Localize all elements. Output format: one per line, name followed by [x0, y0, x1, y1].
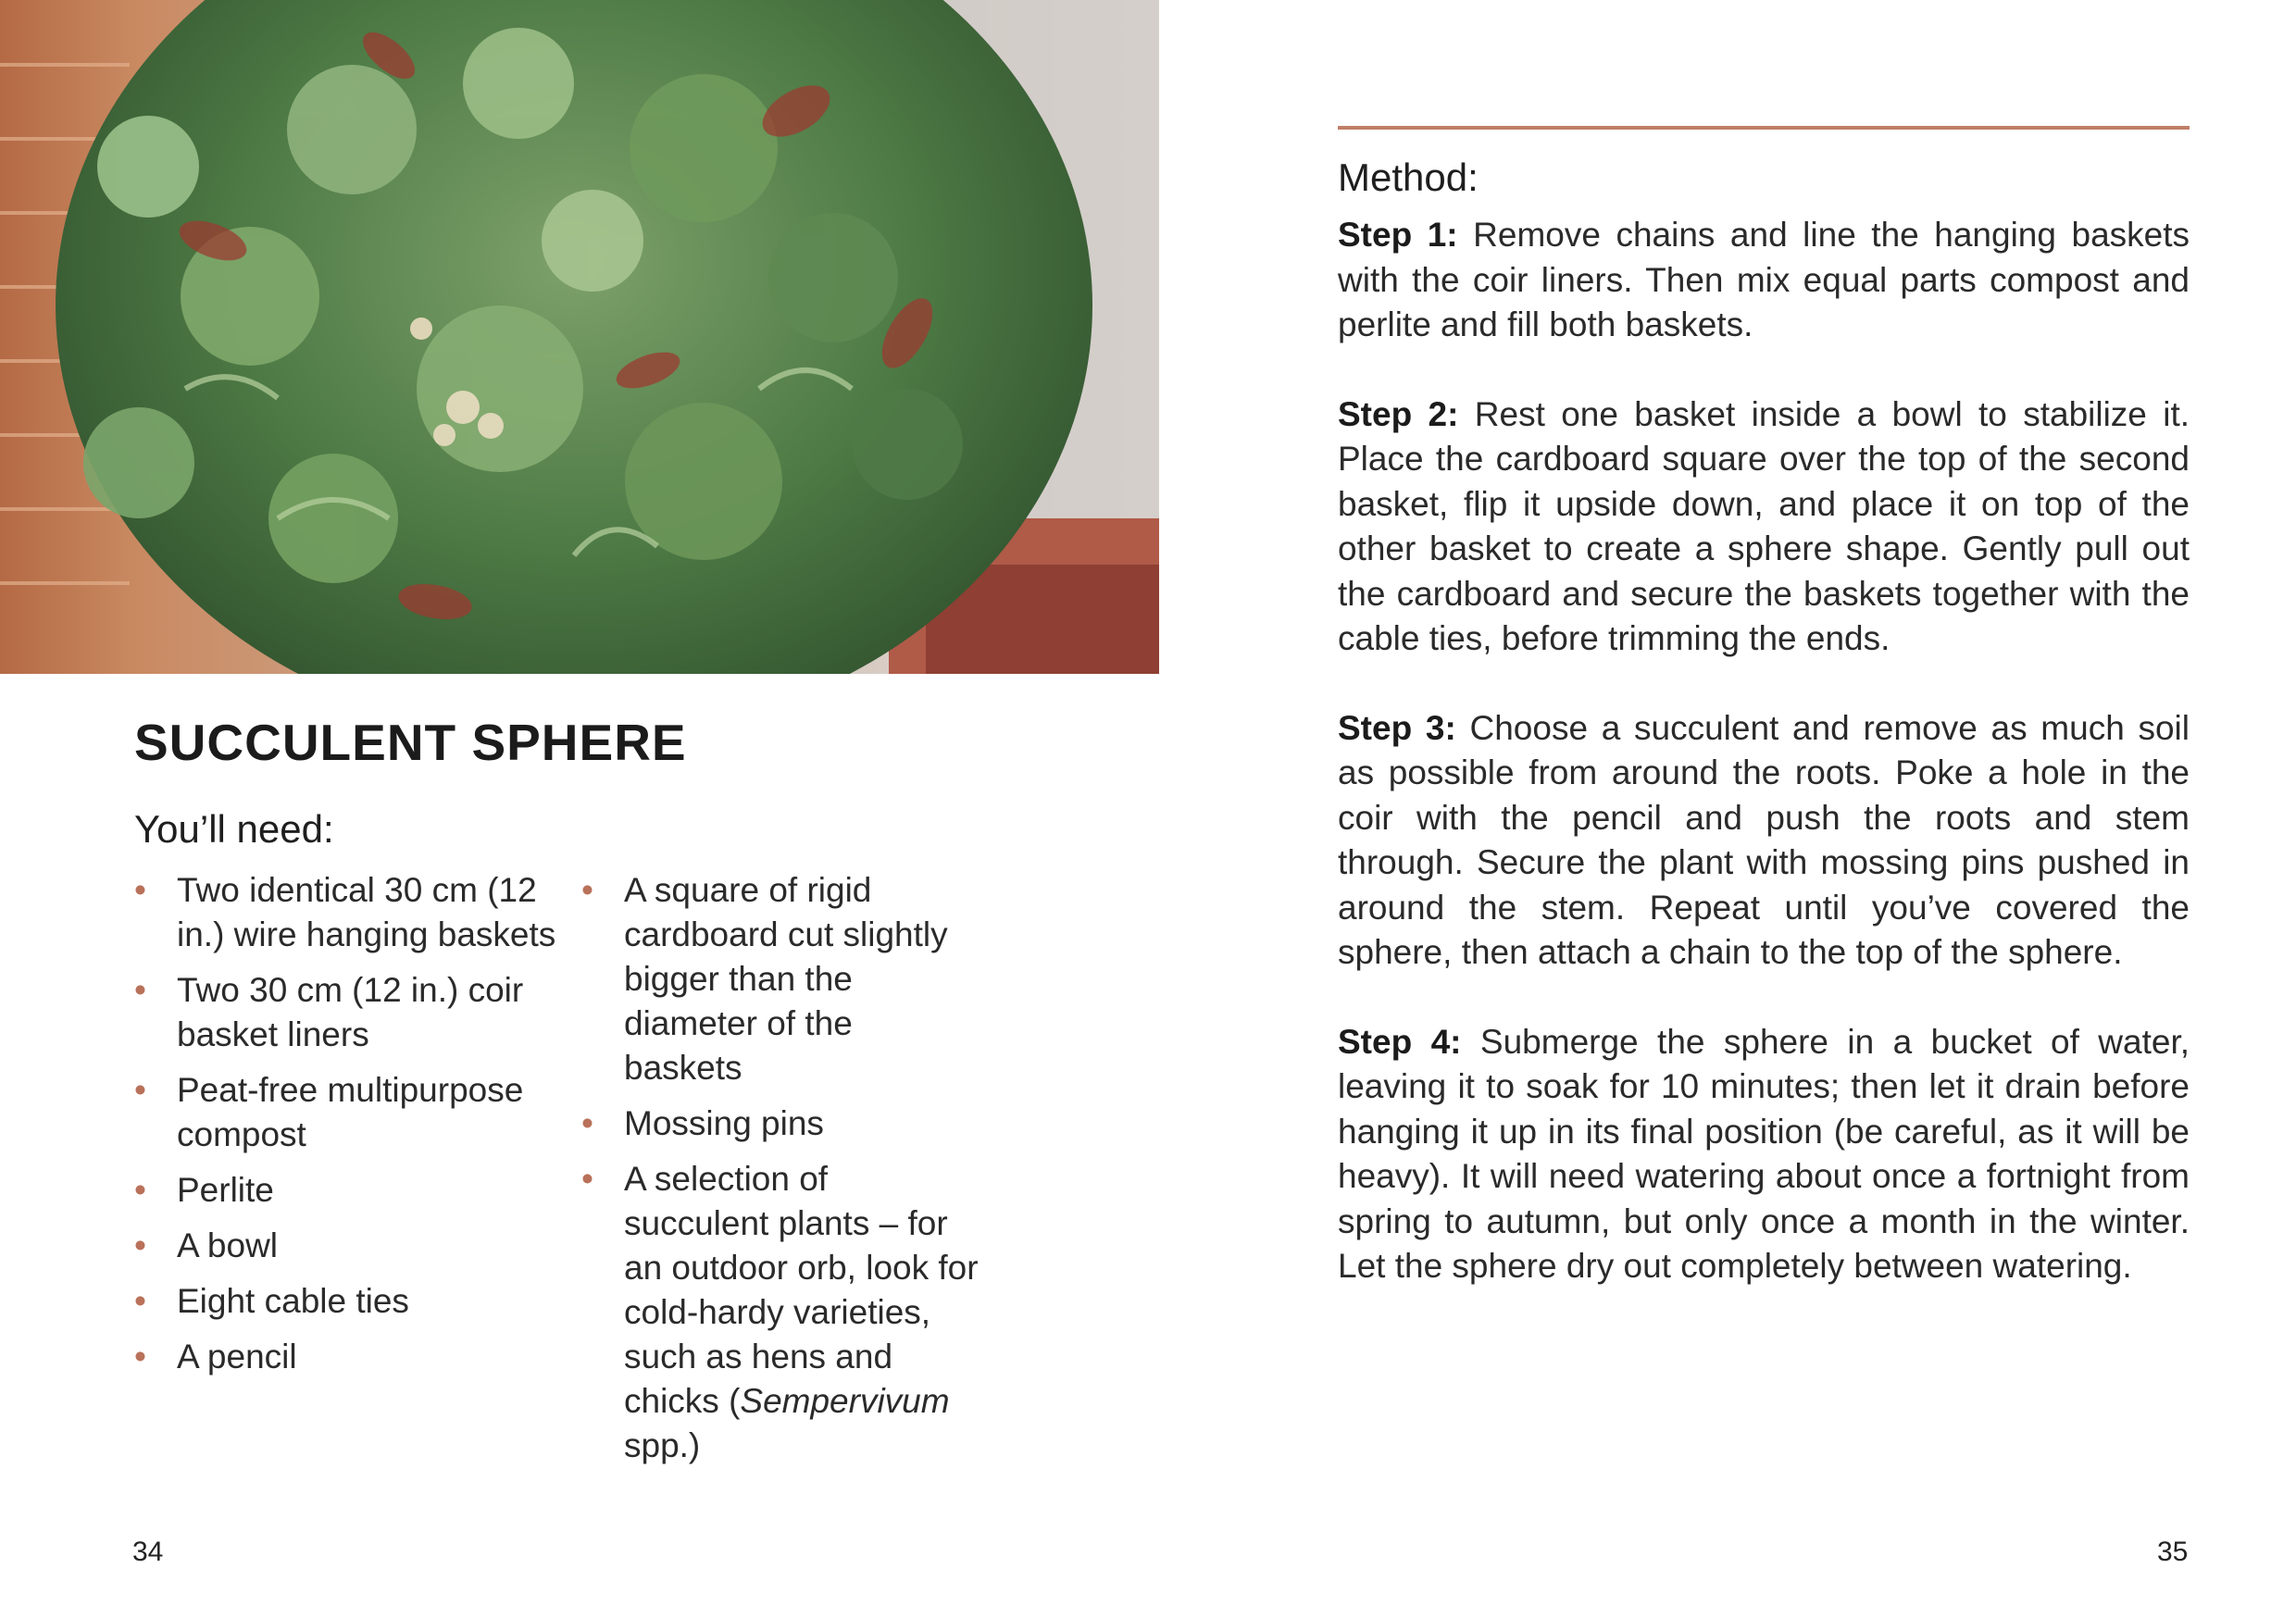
materials-list-column-2 — [581, 868, 980, 1479]
botanical-name: Sempervivum — [740, 1382, 950, 1420]
materials-heading: You’ll need: — [134, 807, 334, 851]
bullet-icon: • — [134, 1282, 146, 1320]
list-item — [581, 1101, 980, 1146]
list-item-text — [624, 1160, 979, 1464]
step-text: Remove chains and line the hanging baskets with the coir liners. Then mix equal parts compost and perlite and fill both baskets. — [1338, 216, 2190, 343]
list-item — [134, 868, 569, 957]
bullet-icon: • — [134, 1171, 146, 1209]
list-item-text: Eight cable ties — [177, 1282, 409, 1320]
list-item-text: Peat-free multipurpose compost — [177, 1071, 524, 1153]
step-label: Step 3: — [1338, 708, 1456, 747]
step-label: Step 2: — [1338, 394, 1459, 433]
list-item — [134, 1335, 569, 1379]
step-text: Choose a succulent and remove as much soil as possible from around the roots. Poke a hole in the coir with the pencil and push the roots and stem through. Secure the plant with mossing pins pushed in around the stem. Repeat until you’ve covered the sphere, then attach a chain to the top of the sphere. — [1338, 708, 2190, 971]
step-text: Rest one basket inside a bowl to stabilize it. Place the cardboard square over the top of the second basket, flip it upside down, and place it on top of the other basket to create a sphere shape. Gently pull out the cardboard and secure the baskets together with the cable ties, before trimming the ends. — [1338, 394, 2190, 657]
bullet-icon: • — [134, 871, 146, 909]
step-4 — [1338, 1020, 2190, 1289]
bullet-icon: • — [134, 1338, 146, 1375]
list-item-text: Perlite — [177, 1171, 274, 1209]
method-steps — [1338, 213, 2190, 1334]
step-label: Step 1: — [1338, 216, 1458, 254]
list-item-text: A pencil — [177, 1338, 297, 1375]
list-item-text: A square of rigid cardboard cut slightly bigger than the diameter of the baskets — [624, 871, 948, 1087]
step-label: Step 4: — [1338, 1022, 1462, 1061]
list-item-text: Two identical 30 cm (12 in.) wire hanging baskets — [177, 871, 556, 953]
materials-list-column-1 — [134, 868, 569, 1390]
page-title: SUCCULENT SPHERE — [134, 714, 687, 771]
succulent-photo-illustration — [0, 0, 1159, 674]
list-item — [134, 1224, 569, 1268]
list-item — [134, 968, 569, 1057]
step-2 — [1338, 392, 2190, 662]
list-item — [134, 1068, 569, 1157]
list-item-text-part: A selection of succulent plants – for an outdoor orb, look for cold-hardy varieties, such as hens and chicks ( — [624, 1160, 979, 1420]
bullet-icon: • — [134, 1071, 146, 1109]
page-number-right: 35 — [2157, 1537, 2189, 1567]
bullet-icon: • — [581, 1160, 593, 1198]
list-item-text: Mossing pins — [624, 1104, 824, 1142]
step-3 — [1338, 706, 2190, 976]
step-1 — [1338, 213, 2190, 348]
succulent-sphere-photo — [0, 0, 1159, 674]
list-item-text-part: spp.) — [624, 1426, 701, 1464]
list-item — [581, 868, 980, 1090]
accent-rule — [1338, 126, 2190, 130]
bullet-icon: • — [134, 971, 146, 1009]
method-heading: Method: — [1338, 156, 1479, 199]
bullet-icon: • — [581, 1104, 593, 1142]
bullet-icon: • — [581, 871, 593, 909]
list-item-text: A bowl — [177, 1226, 279, 1264]
bullet-icon: • — [134, 1226, 146, 1264]
list-item — [134, 1168, 569, 1213]
list-item — [581, 1157, 980, 1468]
list-item — [134, 1279, 569, 1324]
step-text: Submerge the sphere in a bucket of water, leaving it to soak for 10 minutes; then let it drain before hanging it up in its final position (be careful, as it will be heavy). It will need watering about once a fortnight from spring to autumn, but only once a month in the winter. Let the sphere dry out completely between watering. — [1338, 1022, 2190, 1285]
list-item-text: Two 30 cm (12 in.) coir basket liners — [177, 971, 524, 1053]
page-number-left: 34 — [132, 1537, 164, 1567]
